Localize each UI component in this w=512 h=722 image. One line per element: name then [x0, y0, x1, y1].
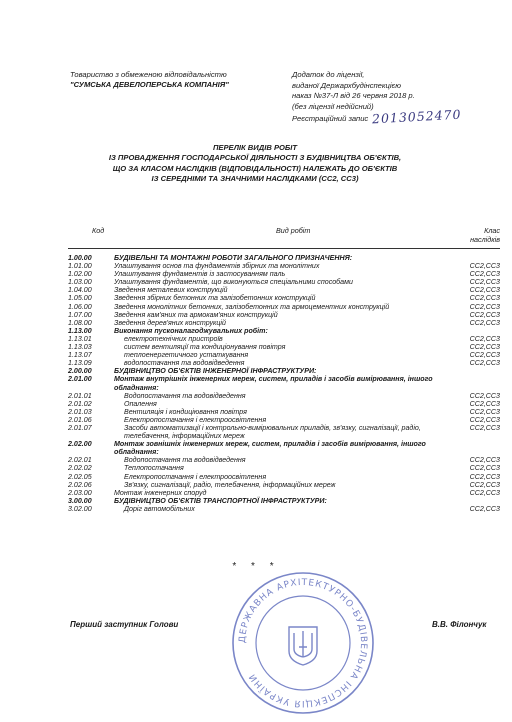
table-row: [68, 464, 500, 472]
row-code: 2.01.02: [68, 399, 92, 408]
validity-note: (без ліцензії недійсний): [292, 101, 374, 111]
row-work: водопостачання та водовідведення: [124, 359, 245, 368]
table-row: [68, 505, 500, 513]
row-class: СС2,СС3: [469, 472, 500, 481]
table-row: [68, 424, 500, 440]
row-work: Монтаж інженерних споруд: [114, 488, 207, 497]
issuer-line: виданої Держархбудінспекцією: [292, 80, 401, 90]
table-row: [68, 359, 500, 367]
company-type: Товариство з обмеженою відповідальністю: [70, 70, 227, 79]
table-row: [68, 286, 500, 294]
table-row: [68, 278, 500, 286]
document-title: [60, 143, 450, 184]
row-code: 1.02.00: [68, 270, 92, 279]
table-row: [68, 254, 500, 262]
row-code: 1.05.00: [68, 294, 92, 303]
row-work: Опалення: [124, 399, 157, 408]
row-work: Улаштування фундаментів, що виконуються спеціальними способами: [114, 278, 353, 287]
column-header-class: [456, 226, 500, 244]
row-code: 2.02.05: [68, 472, 92, 481]
row-class: СС2,СС3: [469, 423, 500, 432]
row-work: електротехнічних пристроїв: [124, 334, 223, 343]
row-class: СС2,СС3: [469, 334, 500, 343]
row-code: 2.02.06: [68, 480, 92, 489]
row-class: СС2,СС3: [469, 464, 500, 473]
table-row: [68, 327, 500, 335]
row-code: 1.01.00: [68, 262, 92, 271]
row-work: Зведення кам'яних та армокам'яних конструкцій: [114, 310, 278, 319]
row-code: 1.07.00: [68, 310, 92, 319]
row-code: 2.02.00: [68, 440, 92, 449]
row-work: Зведення монолітних бетонних, залізобетонних та армоцементних конструкцій: [114, 302, 390, 311]
row-class: СС2,СС3: [469, 278, 500, 287]
trident-emblem-icon: [289, 627, 317, 665]
row-work: БУДІВНИЦТВО ОБ'ЄКТІВ ТРАНСПОРТНОЇ ІНФРАСТРУКТУРИ:: [114, 496, 327, 505]
column-header-work: Вид робіт: [276, 226, 311, 235]
row-code: 2.03.00: [68, 488, 92, 497]
row-class: СС2,СС3: [469, 391, 500, 400]
row-code: 1.03.00: [68, 278, 92, 287]
header-left: [70, 70, 229, 90]
row-class: СС2,СС3: [469, 343, 500, 352]
row-work: Електропостачання і електроосвітлення: [124, 415, 267, 424]
row-work: Засоби автоматизації і контрольно-вимірювальних приладів, зв'язку, сигналізації, радіо, телебачення, інформаційних мереж: [124, 423, 421, 441]
row-class: СС2,СС3: [469, 294, 500, 303]
row-class: СС2,СС3: [469, 399, 500, 408]
row-class: СС2,СС3: [469, 351, 500, 360]
row-code: 2.00.00: [68, 367, 92, 376]
row-work: теплоенергетичного устаткування: [124, 351, 249, 360]
row-class: СС2,СС3: [469, 488, 500, 497]
row-code: 2.01.03: [68, 407, 92, 416]
table-row: [68, 456, 500, 464]
row-class: СС2,СС3: [469, 456, 500, 465]
table-row: [68, 335, 500, 343]
row-work: БУДІВЕЛЬНІ ТА МОНТАЖНІ РОБОТИ ЗАГАЛЬНОГО ПРИЗНАЧЕННЯ:: [114, 254, 353, 262]
title-line-2: ІЗ ПРОВАДЖЕННЯ ГОСПОДАРСЬКОЇ ДІЯЛЬНОСТІ З БУДІВНИЦТВА ОБ'ЄКТІВ,: [108, 153, 402, 163]
row-code: 1.13.00: [68, 326, 92, 335]
seal-text: ДЕРЖАВНА АРХІТЕКТУРНО-БУДІВЕЛЬНА ІНСПЕКЦІЯ УКРАЇНИ: [237, 577, 369, 709]
row-code: 1.08.00: [68, 318, 92, 327]
table-row: [68, 343, 500, 351]
row-work: Монтаж внутрішніх інженерних мереж, систем, приладів і засобів вимірювання, іншого обладнання:: [114, 375, 433, 392]
row-class: СС2,СС3: [469, 302, 500, 311]
title-line-4: ІЗ СЕРЕДНІМИ ТА ЗНАЧНИМИ НАСЛІДКАМИ (СС2, СС3): [151, 173, 359, 183]
table-row: [68, 319, 500, 327]
row-work: Зведення металевих конструкцій: [114, 286, 228, 295]
column-header-code: Код: [92, 226, 105, 235]
row-code: 1.13.07: [68, 351, 92, 360]
table-row: [68, 294, 500, 302]
row-class: СС2,СС3: [469, 286, 500, 295]
row-work: Водопостачання та водовідведення: [124, 391, 246, 400]
row-class: СС2,СС3: [469, 359, 500, 368]
row-class: СС2,СС3: [469, 262, 500, 271]
works-table: [68, 254, 500, 513]
row-class: СС2,СС3: [469, 480, 500, 489]
row-work: Зведення дерев'яних конструкцій: [114, 318, 226, 327]
row-class: СС2,СС3: [469, 310, 500, 319]
company-name: "СУМСЬКА ДЕВЕЛОПЕРСЬКА КОМПАНІЯ": [70, 80, 229, 89]
table-row: [68, 440, 500, 456]
table-row: [68, 489, 500, 497]
row-work: Теплопостачання: [124, 464, 184, 473]
table-row: [68, 262, 500, 270]
order-line: наказ №37-Л від 26 червня 2018 р.: [292, 91, 415, 100]
row-code: 1.00.00: [68, 254, 92, 262]
row-code: 1.04.00: [68, 286, 92, 295]
row-code: 2.02.02: [68, 464, 92, 473]
table-row: [68, 392, 500, 400]
row-work: систем вентиляції та кондиціонування повітря: [124, 343, 286, 352]
row-work: Виконання пусконалагоджувальних робіт:: [114, 326, 268, 335]
table-header-rule: [68, 248, 500, 249]
row-code: 2.01.07: [68, 423, 92, 432]
table-row: [68, 367, 500, 375]
table-row: [68, 400, 500, 408]
row-code: 3.00.00: [68, 496, 92, 505]
title-line-1: ПЕРЕЛІК ВИДІВ РОБІТ: [212, 143, 298, 152]
row-class: СС2,СС3: [469, 407, 500, 416]
table-row: [68, 351, 500, 359]
row-work: БУДІВНИЦТВО ОБ'ЄКТІВ ІНЖЕНЕРНОЇ ІНФРАСТРУКТУРИ:: [114, 367, 317, 376]
registration-label: Реєстраційний запис: [292, 114, 369, 123]
row-class: СС2,СС3: [469, 504, 500, 513]
row-work: Улаштування фундаментів із застосуванням паль: [114, 270, 286, 279]
table-row: [68, 481, 500, 489]
row-code: 1.06.00: [68, 302, 92, 311]
row-class: СС2,СС3: [469, 415, 500, 424]
row-work: Монтаж зовнішніх інженерних мереж, систем, приладів і засобів вимірювання, іншого обладнання:: [114, 440, 426, 457]
table-row: [68, 375, 500, 391]
table-row: [68, 311, 500, 319]
row-work: Улаштування основ та фундаментів збірних та монолітних: [114, 262, 320, 271]
table-row: [68, 303, 500, 311]
row-code: 3.02.00: [68, 504, 92, 513]
signatory-name: В.В. Філончук: [432, 620, 487, 629]
row-work: Зведення збірних бетонних та залізобетонних конструкцій: [114, 294, 316, 303]
row-work: Водопостачання та водовідведення: [124, 456, 246, 465]
row-work: Електропостачання і електроосвітлення: [124, 472, 267, 481]
row-work: Зв'язку, сигналізації, радіо, телебачення, інформаційних мереж: [124, 480, 336, 489]
signatory-position: Перший заступник Голови: [70, 620, 179, 629]
registration-number: 2013052470: [371, 106, 463, 127]
separator-stars: * * *: [232, 561, 280, 572]
row-class: СС2,СС3: [469, 270, 500, 279]
row-work: Вентиляція і кондиціювання повітря: [124, 407, 247, 416]
row-class: СС2,СС3: [469, 318, 500, 327]
table-row: [68, 270, 500, 278]
row-code: 1.13.01: [68, 334, 92, 343]
table-row: [68, 416, 500, 424]
column-header-class-line1: Клас: [484, 226, 500, 235]
appendix-line: Додаток до ліцензії,: [292, 70, 365, 79]
header-right: [292, 70, 462, 125]
row-code: 2.01.06: [68, 415, 92, 424]
row-work: Доріг автомобільних: [124, 504, 195, 513]
table-row: [68, 497, 500, 505]
row-code: 1.13.09: [68, 359, 92, 368]
row-code: 2.02.01: [68, 456, 92, 465]
table-row: [68, 473, 500, 481]
column-header-class-line2: наслідків: [470, 235, 500, 244]
title-line-3: ЩО ЗА КЛАСОМ НАСЛІДКІВ (ВІДПОВІДАЛЬНОСТІ) НАЛЕЖАТЬ ДО ОБ'ЄКТІВ: [112, 163, 398, 173]
row-code: 2.01.01: [68, 391, 92, 400]
official-seal: [228, 568, 378, 718]
row-code: 1.13.03: [68, 343, 92, 352]
table-row: [68, 408, 500, 416]
row-code: 2.01.00: [68, 375, 92, 384]
